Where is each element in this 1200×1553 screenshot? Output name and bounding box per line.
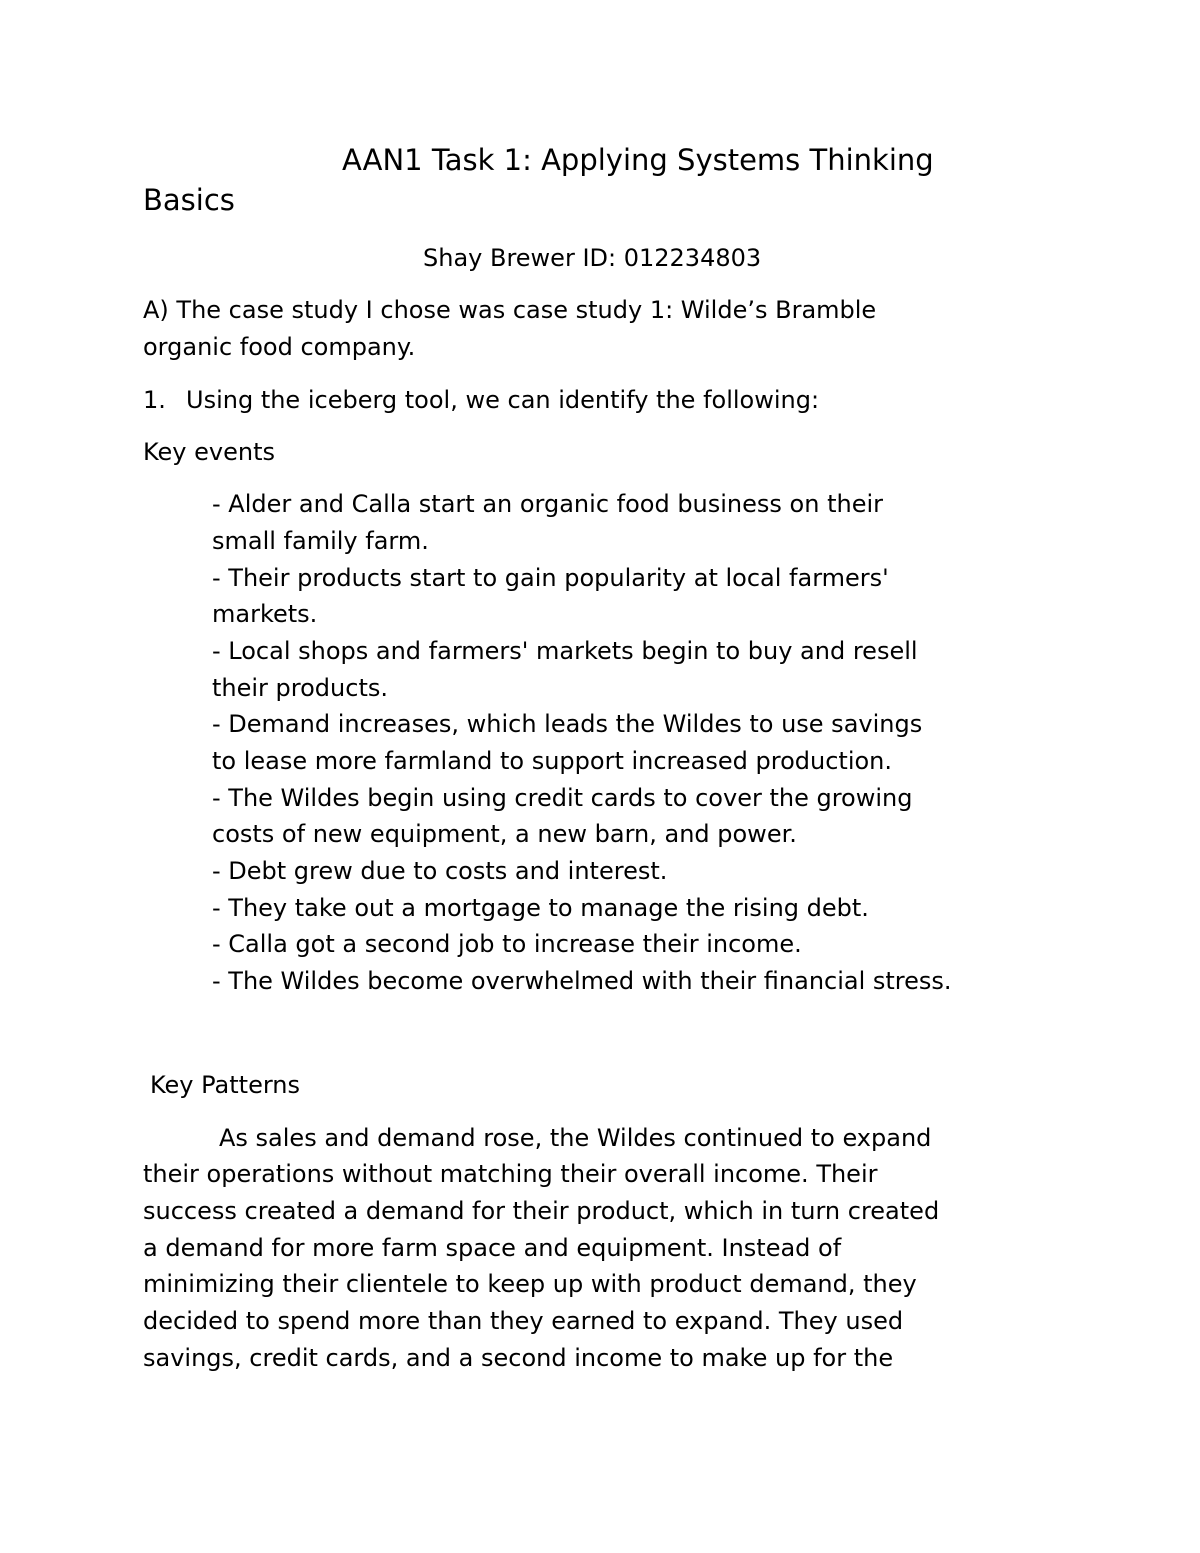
- key-event-line: small family farm.: [212, 527, 429, 555]
- key-event-line: - The Wildes become overwhelmed with their financial stress.: [212, 967, 952, 995]
- key-patterns-line: a demand for more farm space and equipment. Instead of: [143, 1234, 842, 1262]
- key-patterns-line: decided to spend more than they earned to expand. They used: [143, 1307, 904, 1335]
- key-patterns-line: savings, credit cards, and a second income to make up for the: [143, 1344, 894, 1372]
- key-event-line: - Demand increases, which leads the Wildes to use savings: [212, 710, 923, 738]
- key-event-line: - Alder and Calla start an organic food business on their: [212, 490, 883, 518]
- key-event-line: costs of new equipment, a new barn, and power.: [212, 820, 797, 848]
- item-1-text: Using the iceberg tool, we can identify the following:: [186, 386, 820, 414]
- key-patterns-line: their operations without matching their overall income. Their: [143, 1160, 878, 1188]
- section-a-line-2: organic food company.: [143, 333, 416, 361]
- author-line: Shay Brewer ID: 012234803: [423, 244, 762, 272]
- key-event-line: - The Wildes begin using credit cards to cover the growing: [212, 784, 913, 812]
- key-patterns-line: minimizing their clientele to keep up with product demand, they: [143, 1270, 917, 1298]
- key-event-line: - They take out a mortgage to manage the rising debt.: [212, 894, 869, 922]
- key-event-line: - Their products start to gain popularity at local farmers': [212, 564, 889, 592]
- key-event-line: - Calla got a second job to increase their income.: [212, 930, 802, 958]
- key-event-line: their products.: [212, 674, 388, 702]
- section-a-line-1: A) The case study I chose was case study 1: Wilde’s Bramble: [143, 296, 877, 324]
- key-event-line: markets.: [212, 600, 318, 628]
- key-event-line: - Local shops and farmers' markets begin to buy and resell: [212, 637, 918, 665]
- document-title-line-2: Basics: [143, 183, 235, 217]
- key-events-heading: Key events: [143, 438, 275, 466]
- document-title-line-1: AAN1 Task 1: Applying Systems Thinking: [342, 143, 934, 177]
- key-patterns-line: As sales and demand rose, the Wildes continued to expand: [219, 1124, 932, 1152]
- key-event-line: to lease more farmland to support increased production.: [212, 747, 893, 775]
- key-patterns-line: success created a demand for their product, which in turn created: [143, 1197, 940, 1225]
- key-patterns-heading: Key Patterns: [150, 1071, 300, 1099]
- key-event-line: - Debt grew due to costs and interest.: [212, 857, 668, 885]
- item-1-number: 1.: [143, 386, 166, 414]
